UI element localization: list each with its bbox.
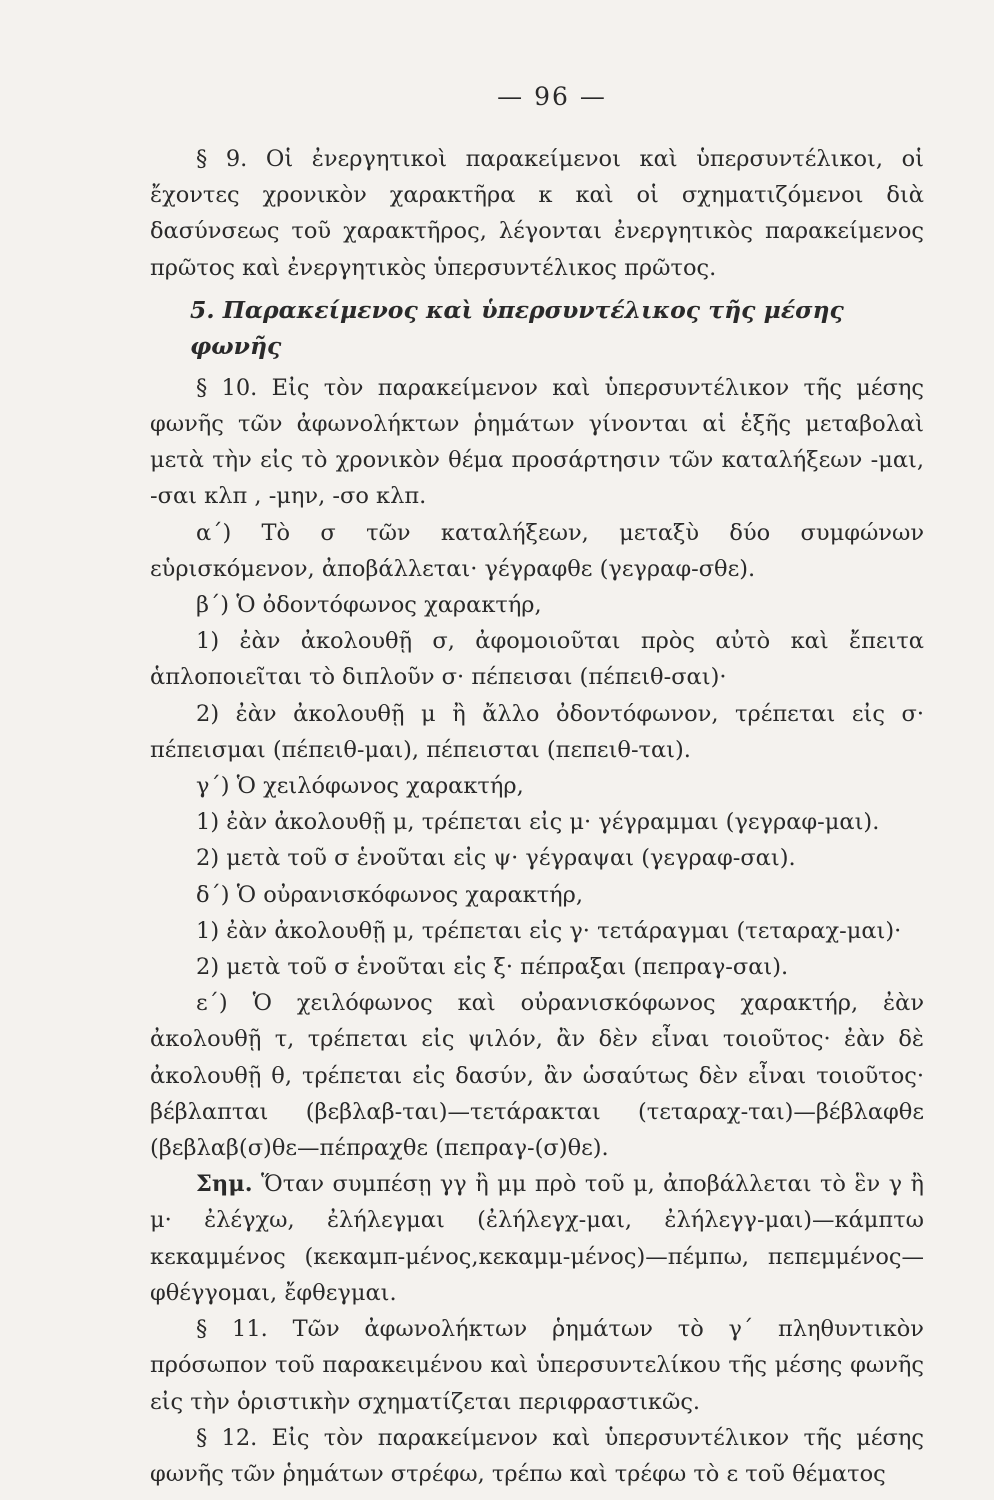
paragraph-epsilon: ε΄) Ὁ χειλόφωνος καὶ οὐρανισκόφωνος χαρακτήρ, ἐὰν ἀκολουθῇ τ, τρέπεται εἰς ψιλόν, ἂν δὲν εἶναι τοιοῦτος· ἐὰν δὲ ἀκολουθῇ θ, τρέπεται εἰς δασύν, ἂν ὡσαύτως δὲν εἶναι τοιοῦτος· βέβλαπται (βεβλαβ-ται)—τετάρακται (τεταραχ-ται)—βέβλαφθε (βεβλαβ(σ)θε—πέπραχθε (πεπραγ-(σ)θε). bbox=[150, 990, 924, 1162]
paragraph-section-9: § 9. Οἱ ἐνεργητικοὶ παρακείμενοι καὶ ὑπερσυντέλικοι, οἱ ἔχοντες χρονικὸν χαρακτῆρα κ καὶ οἱ σχηματιζόμενοι διὰ δασύνσεως τοῦ χαρακτῆρος, λέγονται ἐνεργητικὸς παρακείμενος πρῶτος καὶ ἐνεργητικὸς ὑπερσυντέλικος πρῶτος. bbox=[150, 146, 924, 281]
paragraph-beta: β΄) Ὁ ὀδοντόφωνος χαρακτήρ, bbox=[196, 592, 542, 619]
note-paragraph bbox=[150, 1166, 924, 1311]
paragraph-beta-2: 2) ἐὰν ἀκολουθῇ μ ἢ ἄλλο ὀδοντόφωνον, τρέπεται εἰς σ· πέπεισμαι (πέπειθ-μαι), πέπεισται (πεπειθ-ται). bbox=[150, 700, 924, 763]
paragraph-gamma-1: 1) ἐὰν ἀκολουθῇ μ, τρέπεται εἰς μ· γέγραμμαι (γεγραφ-μαι). bbox=[196, 809, 880, 836]
paragraph-delta: δ΄) Ὁ οὐρανισκόφωνος χαρακτήρ, bbox=[196, 881, 584, 908]
section-heading: 5. Παρακείμενος καὶ ὑπερσυντέλικος τῆς μέσης φωνῆς bbox=[190, 295, 844, 360]
paragraph-delta-2: 2) μετὰ τοῦ σ ἑνοῦται εἰς ξ· πέπραξαι (πεπραγ-σαι). bbox=[196, 954, 789, 981]
paragraph-gamma: γ΄) Ὁ χειλόφωνος χαρακτήρ, bbox=[196, 773, 524, 800]
note-label: Σημ. bbox=[196, 1171, 253, 1198]
paragraph-gamma-2: 2) μετὰ τοῦ σ ἑνοῦται εἰς ψ· γέγραψαι (γεγραφ-σαι). bbox=[196, 845, 796, 872]
paragraph-delta-1: 1) ἐὰν ἀκολουθῇ μ, τρέπεται εἰς γ· τετάραγμαι (τεταραχ-μαι)· bbox=[196, 917, 902, 944]
paragraph-beta-1: 1) ἐὰν ἀκολουθῇ σ, ἀφομοιοῦται πρὸς αὐτὸ καὶ ἔπειτα ἁπλοποιεῖται τὸ διπλοῦν σ· πέπεισαι (πέπειθ-σαι)· bbox=[150, 628, 924, 691]
paragraph-section-10: § 10. Εἰς τὸν παρακείμενον καὶ ὑπερσυντέλικον τῆς μέσης φωνῆς τῶν ἀφωνολήκτων ῥημάτων γίνονται αἱ ἑξῆς μεταβολαὶ μετὰ τὴν εἰς τὸ χρονικὸν θέμα προσάρτησιν τῶν καταλήξεων -μαι, -σαι κλπ , -μην, -σο κλπ. bbox=[150, 374, 924, 510]
paragraph-section-11: § 11. Τῶν ἀφωνολήκτων ῥημάτων τὸ γ΄ πληθυντικὸν πρόσωπον τοῦ παρακειμένου καὶ ὑπερσυντελίκου τῆς μέσης φωνῆς εἰς τὴν ὁριστικὴν σχηματίζεται περιφραστικῶς. bbox=[150, 1316, 924, 1415]
note-text: Ὅταν συμπέσῃ γγ ἢ μμ πρὸ τοῦ μ, ἀποβάλλεται τὸ ἓν γ ἢ μ· ἐλέγχω, ἐλήλεγμαι (ἐλήλεγχ-μαι, ἐλήλεγγ-μαι)—κάμπτω κεκαμμένος (κεκαμπ-μένος,κεκαμμ-μένος)—πέμπω, πεπεμμένος—φθέγγομαι, ἔφθεγμαι. bbox=[150, 1171, 924, 1306]
paragraph-section-12: § 12. Εἰς τὸν παρακείμενον καὶ ὑπερσυντέλικον τῆς μέσης φωνῆς τῶν ῥημάτων στρέφω, τρέπω καὶ τρέφω τὸ ε τοῦ θέματος bbox=[150, 1424, 924, 1487]
paragraph-alpha: α΄) Τὸ σ τῶν καταλήξεων, μεταξὺ δύο συμφώνων εὑρισκόμενον, ἀποβάλλεται· γέγραφθε (γεγραφ-σθε). bbox=[150, 519, 924, 582]
page-number: — 96 — bbox=[497, 82, 607, 111]
